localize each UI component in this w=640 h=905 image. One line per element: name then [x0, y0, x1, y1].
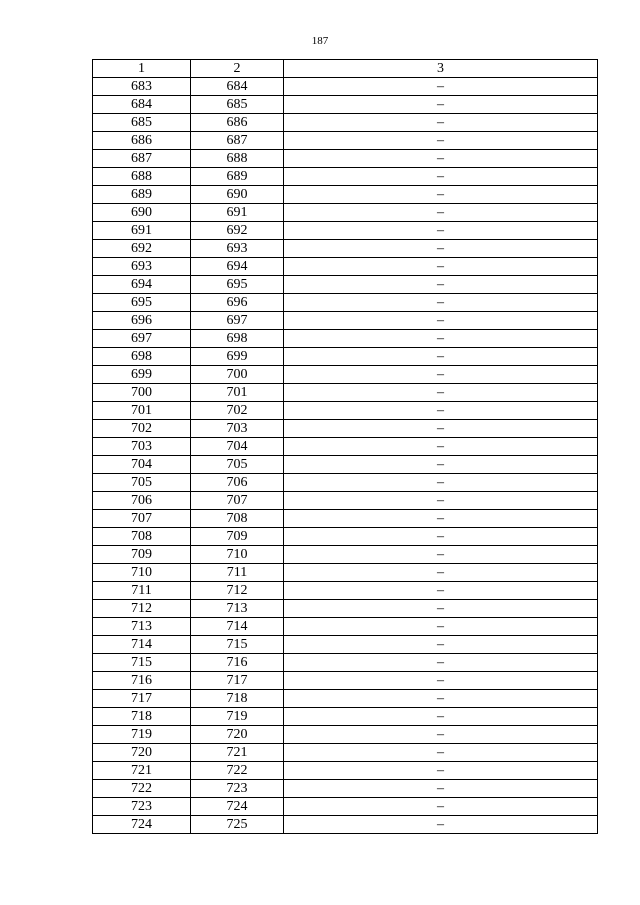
table-row — [93, 258, 598, 276]
table-cell-col-2: 703 — [191, 420, 284, 438]
table-cell-col-3: – — [284, 330, 598, 348]
table-cell-col-3: – — [284, 816, 598, 834]
table-row — [93, 726, 598, 744]
table-cell-col-2: 714 — [191, 618, 284, 636]
table-row — [93, 474, 598, 492]
table-cell-col-2: 712 — [191, 582, 284, 600]
table-cell-col-2: 686 — [191, 114, 284, 132]
table-row — [93, 816, 598, 834]
table-cell-col-1: 710 — [93, 564, 191, 582]
table-cell-col-2: 691 — [191, 204, 284, 222]
table-row — [93, 168, 598, 186]
table-cell-col-1: 683 — [93, 78, 191, 96]
table-row — [93, 402, 598, 420]
table-cell-col-1: 689 — [93, 186, 191, 204]
table-row — [93, 150, 598, 168]
table-row — [93, 708, 598, 726]
table-cell-col-2: 718 — [191, 690, 284, 708]
table-cell-col-3: – — [284, 654, 598, 672]
table-row — [93, 798, 598, 816]
table-row — [93, 186, 598, 204]
table-row — [93, 780, 598, 798]
table-row — [93, 672, 598, 690]
table-cell-col-3: – — [284, 276, 598, 294]
table-cell-col-1: 703 — [93, 438, 191, 456]
table-row — [93, 636, 598, 654]
table-cell-col-3: – — [284, 474, 598, 492]
table-cell-col-1: 709 — [93, 546, 191, 564]
table-cell-col-1: 712 — [93, 600, 191, 618]
table-cell-col-2: 711 — [191, 564, 284, 582]
table-cell-col-3: – — [284, 510, 598, 528]
table-cell-col-1: 704 — [93, 456, 191, 474]
table-row — [93, 528, 598, 546]
table-cell-col-1: 696 — [93, 312, 191, 330]
table-cell-col-1: 700 — [93, 384, 191, 402]
table-cell-col-3: – — [284, 312, 598, 330]
table-cell-col-2: 700 — [191, 366, 284, 384]
table-cell-col-2: 688 — [191, 150, 284, 168]
table-cell-col-2: 720 — [191, 726, 284, 744]
table-cell-col-1: 706 — [93, 492, 191, 510]
table-row — [93, 78, 598, 96]
table-cell-col-1: 717 — [93, 690, 191, 708]
table-cell-col-1: 711 — [93, 582, 191, 600]
table-row — [93, 240, 598, 258]
page-number: 187 — [311, 35, 329, 47]
table-cell-col-2: 689 — [191, 168, 284, 186]
table-cell-col-2: 708 — [191, 510, 284, 528]
table-cell-col-1: 702 — [93, 420, 191, 438]
table-cell-col-1: 722 — [93, 780, 191, 798]
table-cell-col-2: 701 — [191, 384, 284, 402]
table-cell-col-3: – — [284, 186, 598, 204]
table-cell-col-2: 723 — [191, 780, 284, 798]
table-cell-col-3: – — [284, 564, 598, 582]
table-cell-col-1: 685 — [93, 114, 191, 132]
table-cell-col-2: 709 — [191, 528, 284, 546]
table-row — [93, 366, 598, 384]
table-cell-col-2: 707 — [191, 492, 284, 510]
table-cell-col-2: 717 — [191, 672, 284, 690]
table-cell-col-3: – — [284, 96, 598, 114]
table-cell-col-2: 696 — [191, 294, 284, 312]
table-cell-col-3: – — [284, 762, 598, 780]
table-cell-col-2: 685 — [191, 96, 284, 114]
table-cell-col-1: 686 — [93, 132, 191, 150]
table-cell-col-1: 690 — [93, 204, 191, 222]
table-cell-col-2: 697 — [191, 312, 284, 330]
table-cell-col-3: – — [284, 600, 598, 618]
table-row — [93, 744, 598, 762]
table-cell-col-1: 707 — [93, 510, 191, 528]
table-cell-col-2: 687 — [191, 132, 284, 150]
column-header-2: 2 — [191, 60, 284, 78]
table-cell-col-3: – — [284, 672, 598, 690]
table-row — [93, 132, 598, 150]
table-cell-col-3: – — [284, 456, 598, 474]
table-cell-col-3: – — [284, 132, 598, 150]
table-row — [93, 438, 598, 456]
table-cell-col-3: – — [284, 384, 598, 402]
table-cell-col-1: 723 — [93, 798, 191, 816]
table-row — [93, 312, 598, 330]
table-cell-col-2: 725 — [191, 816, 284, 834]
table-cell-col-3: – — [284, 114, 598, 132]
table-cell-col-1: 688 — [93, 168, 191, 186]
table-cell-col-1: 714 — [93, 636, 191, 654]
table-cell-col-3: – — [284, 528, 598, 546]
table-cell-col-2: 704 — [191, 438, 284, 456]
table-cell-col-2: 722 — [191, 762, 284, 780]
table-cell-col-3: – — [284, 222, 598, 240]
table-cell-col-3: – — [284, 204, 598, 222]
table-row — [93, 762, 598, 780]
table-cell-col-1: 692 — [93, 240, 191, 258]
table-cell-col-3: – — [284, 798, 598, 816]
table-row — [93, 492, 598, 510]
table-cell-col-1: 721 — [93, 762, 191, 780]
header-row — [93, 60, 598, 78]
table-cell-col-3: – — [284, 420, 598, 438]
table-cell-col-3: – — [284, 402, 598, 420]
table-cell-col-1: 687 — [93, 150, 191, 168]
table-cell-col-1: 705 — [93, 474, 191, 492]
table-row — [93, 510, 598, 528]
table-cell-col-1: 684 — [93, 96, 191, 114]
table-cell-col-2: 721 — [191, 744, 284, 762]
table-row — [93, 294, 598, 312]
table-cell-col-3: – — [284, 168, 598, 186]
table-body — [93, 78, 598, 834]
table-cell-col-1: 694 — [93, 276, 191, 294]
table-cell-col-1: 708 — [93, 528, 191, 546]
table-row — [93, 330, 598, 348]
table-cell-col-2: 702 — [191, 402, 284, 420]
table-row — [93, 420, 598, 438]
table-cell-col-3: – — [284, 348, 598, 366]
table-cell-col-1: 718 — [93, 708, 191, 726]
table-cell-col-2: 693 — [191, 240, 284, 258]
table-cell-col-3: – — [284, 258, 598, 276]
data-table — [92, 59, 598, 834]
table-cell-col-2: 713 — [191, 600, 284, 618]
table-cell-col-3: – — [284, 690, 598, 708]
table-cell-col-2: 710 — [191, 546, 284, 564]
table-cell-col-3: – — [284, 618, 598, 636]
table-cell-col-3: – — [284, 78, 598, 96]
table-cell-col-3: – — [284, 150, 598, 168]
table-cell-col-1: 691 — [93, 222, 191, 240]
table-header — [93, 60, 598, 78]
table-cell-col-3: – — [284, 726, 598, 744]
column-header-3: 3 — [284, 60, 598, 78]
table-cell-col-1: 695 — [93, 294, 191, 312]
table-row — [93, 546, 598, 564]
table-row — [93, 204, 598, 222]
table-cell-col-3: – — [284, 438, 598, 456]
table-row — [93, 690, 598, 708]
table-cell-col-2: 715 — [191, 636, 284, 654]
table-cell-col-1: 699 — [93, 366, 191, 384]
table-cell-col-2: 690 — [191, 186, 284, 204]
table-cell-col-2: 724 — [191, 798, 284, 816]
table-row — [93, 348, 598, 366]
table-cell-col-2: 695 — [191, 276, 284, 294]
table-cell-col-1: 693 — [93, 258, 191, 276]
table-cell-col-1: 701 — [93, 402, 191, 420]
table-cell-col-3: – — [284, 636, 598, 654]
table-cell-col-2: 684 — [191, 78, 284, 96]
table-cell-col-2: 706 — [191, 474, 284, 492]
table-row — [93, 222, 598, 240]
table-cell-col-3: – — [284, 492, 598, 510]
table-cell-col-2: 698 — [191, 330, 284, 348]
table-row — [93, 564, 598, 582]
table-cell-col-2: 716 — [191, 654, 284, 672]
table-row — [93, 276, 598, 294]
table-cell-col-3: – — [284, 582, 598, 600]
table-cell-col-1: 716 — [93, 672, 191, 690]
table-cell-col-1: 715 — [93, 654, 191, 672]
table-row — [93, 600, 598, 618]
table-cell-col-1: 697 — [93, 330, 191, 348]
table-cell-col-3: – — [284, 366, 598, 384]
table-row — [93, 96, 598, 114]
table-cell-col-3: – — [284, 240, 598, 258]
column-header-1: 1 — [93, 60, 191, 78]
table-cell-col-1: 724 — [93, 816, 191, 834]
table-cell-col-3: – — [284, 708, 598, 726]
table-cell-col-1: 720 — [93, 744, 191, 762]
table-cell-col-1: 713 — [93, 618, 191, 636]
table-cell-col-3: – — [284, 546, 598, 564]
table-cell-col-3: – — [284, 744, 598, 762]
table-cell-col-2: 699 — [191, 348, 284, 366]
table-cell-col-2: 694 — [191, 258, 284, 276]
table-row — [93, 456, 598, 474]
table-row — [93, 582, 598, 600]
table-row — [93, 114, 598, 132]
table-cell-col-1: 719 — [93, 726, 191, 744]
table-row — [93, 618, 598, 636]
table-row — [93, 654, 598, 672]
table-cell-col-1: 698 — [93, 348, 191, 366]
table-cell-col-2: 692 — [191, 222, 284, 240]
table-row — [93, 384, 598, 402]
table-cell-col-3: – — [284, 294, 598, 312]
table-cell-col-2: 719 — [191, 708, 284, 726]
table-cell-col-3: – — [284, 780, 598, 798]
table-cell-col-2: 705 — [191, 456, 284, 474]
